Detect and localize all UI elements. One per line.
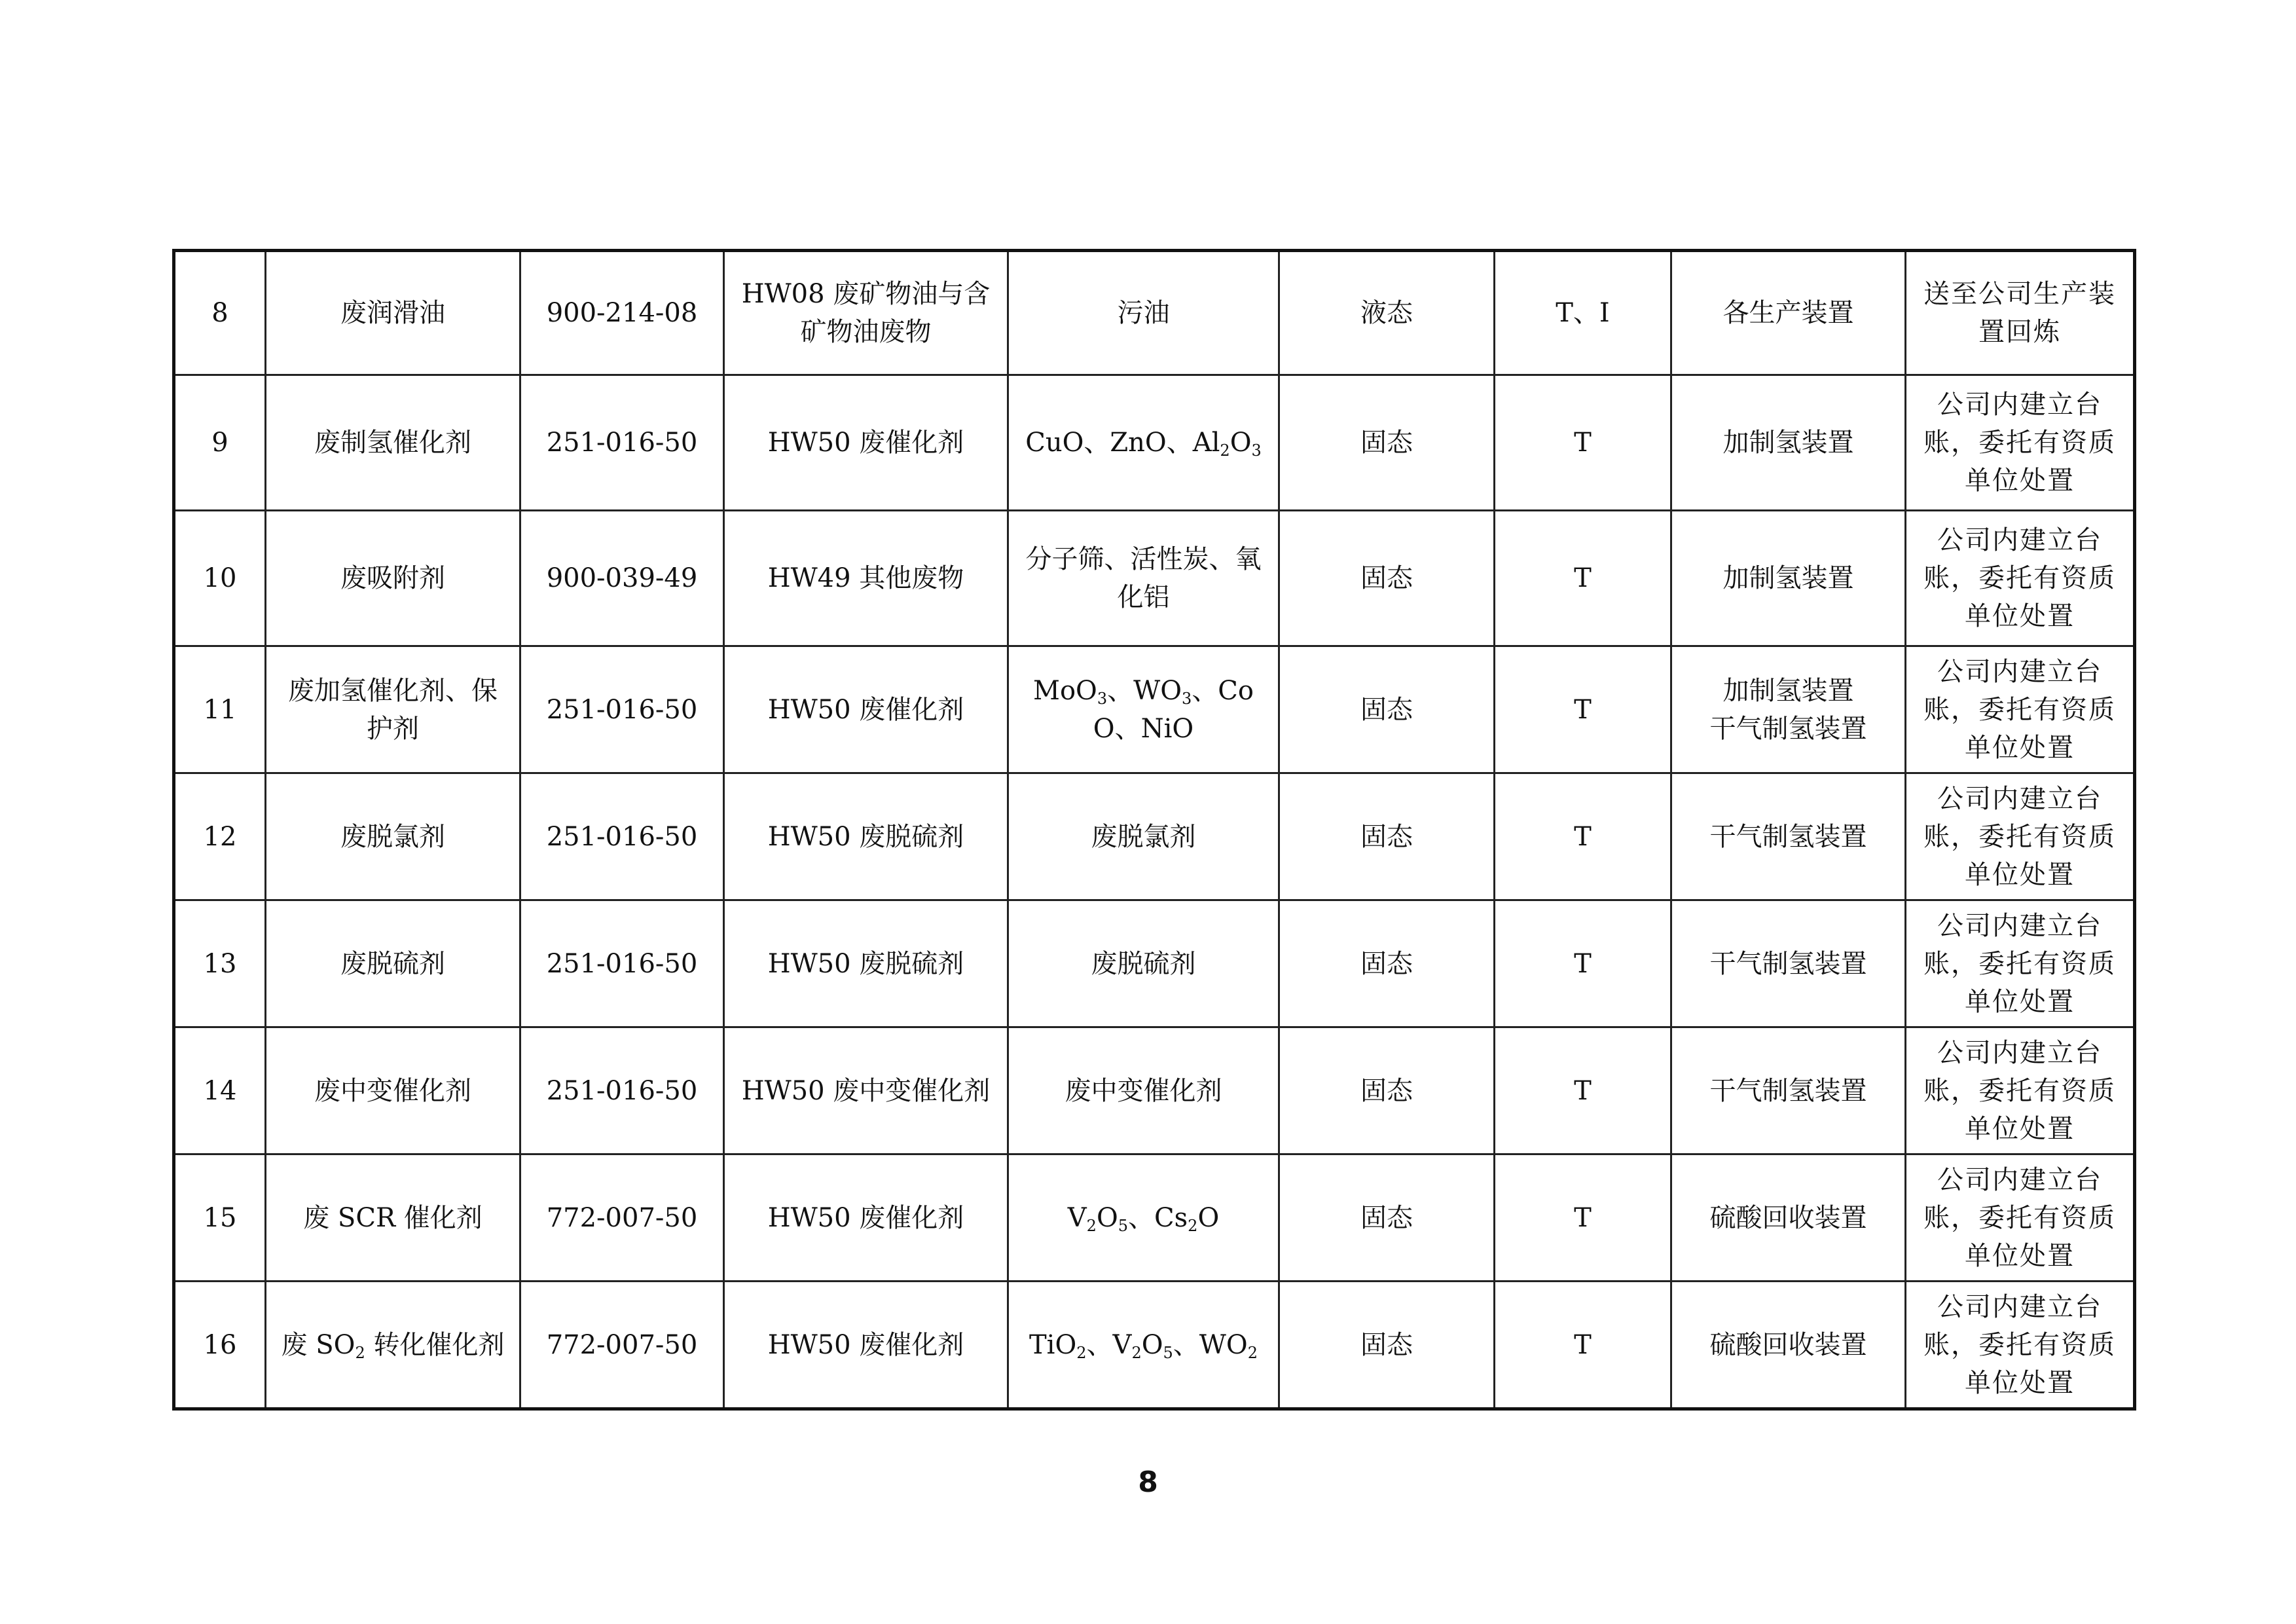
waste-category: HW50 废催化剂 [724, 646, 1008, 773]
main-composition: MoO$_3$、$WO_3$、CoO、NiO [1008, 646, 1279, 773]
hazard-property: T、I [1495, 251, 1671, 375]
waste-name: 废吸附剂 [266, 511, 520, 646]
generating-unit: 干气制氢装置 [1671, 773, 1906, 900]
waste-name: 废脱硫剂 [266, 900, 520, 1027]
main-composition: 废脱硫剂 [1008, 900, 1279, 1027]
disposal-method: 公司内建立台账，委托有资质单位处置 [1906, 1282, 2135, 1409]
hazard-property: T [1495, 1027, 1671, 1154]
physical-state: 液态 [1279, 251, 1495, 375]
waste-name: 废脱氯剂 [266, 773, 520, 900]
table-row [174, 773, 2135, 900]
table-row [174, 1154, 2135, 1282]
waste-category: HW08 废矿物油与含矿物油废物 [724, 251, 1008, 375]
hazard-property: T [1495, 375, 1671, 511]
waste-name: 废加氢催化剂、保护剂 [266, 646, 520, 773]
row-number: 12 [174, 773, 266, 900]
waste-code: 251-016-50 [520, 773, 724, 900]
main-composition: 污油 [1008, 251, 1279, 375]
row-number: 8 [174, 251, 266, 375]
waste-category: HW50 废催化剂 [724, 375, 1008, 511]
waste-category: HW50 废脱硫剂 [724, 900, 1008, 1027]
physical-state: 固态 [1279, 1027, 1495, 1154]
main-composition: TiO$_2$、$V_2O_5$、$WO_2$ [1008, 1282, 1279, 1409]
table-row [174, 251, 2135, 375]
physical-state: 固态 [1279, 1154, 1495, 1282]
waste-name: 废中变催化剂 [266, 1027, 520, 1154]
disposal-method: 公司内建立台账，委托有资质单位处置 [1906, 375, 2135, 511]
row-number: 11 [174, 646, 266, 773]
row-number: 16 [174, 1282, 266, 1409]
table-row [174, 375, 2135, 511]
hazardous-waste-table [172, 249, 2136, 1411]
generating-unit-line: 干气制氢装置 [1709, 713, 1867, 744]
table-row [174, 511, 2135, 646]
waste-code: 772-007-50 [520, 1282, 724, 1409]
waste-code: 900-214-08 [520, 251, 724, 375]
row-number: 14 [174, 1027, 266, 1154]
disposal-method: 公司内建立台账，委托有资质单位处置 [1906, 773, 2135, 900]
waste-code: 251-016-50 [520, 375, 724, 511]
main-composition: $V_2O_5$、$Cs_2O$ [1008, 1154, 1279, 1282]
disposal-method: 公司内建立台账，委托有资质单位处置 [1906, 1154, 2135, 1282]
main-composition: 废中变催化剂 [1008, 1027, 1279, 1154]
generating-unit [1671, 646, 1906, 773]
physical-state: 固态 [1279, 900, 1495, 1027]
waste-name: 废 $SO_2$ 转化催化剂 [266, 1282, 520, 1409]
waste-category: HW50 废中变催化剂 [724, 1027, 1008, 1154]
physical-state: 固态 [1279, 511, 1495, 646]
physical-state: 固态 [1279, 375, 1495, 511]
hazard-property: T [1495, 773, 1671, 900]
generating-unit: 加制氢装置 [1671, 375, 1906, 511]
generating-unit-line: 加制氢装置 [1722, 675, 1854, 706]
generating-unit: 硫酸回收装置 [1671, 1154, 1906, 1282]
waste-table-container [172, 249, 2133, 1411]
generating-unit: 各生产装置 [1671, 251, 1906, 375]
row-number: 9 [174, 375, 266, 511]
generating-unit: 加制氢装置 [1671, 511, 1906, 646]
hazard-property: T [1495, 900, 1671, 1027]
generating-unit: 干气制氢装置 [1671, 900, 1906, 1027]
hazard-property: T [1495, 1154, 1671, 1282]
disposal-method: 公司内建立台账，委托有资质单位处置 [1906, 1027, 2135, 1154]
main-composition: 废脱氯剂 [1008, 773, 1279, 900]
waste-name: 废 SCR 催化剂 [266, 1154, 520, 1282]
generating-unit: 硫酸回收装置 [1671, 1282, 1906, 1409]
disposal-method: 公司内建立台账，委托有资质单位处置 [1906, 900, 2135, 1027]
disposal-method: 公司内建立台账，委托有资质单位处置 [1906, 511, 2135, 646]
main-composition: CuO、ZnO、$Al_2O_3$ [1008, 375, 1279, 511]
table-row [174, 900, 2135, 1027]
hazard-property: T [1495, 1282, 1671, 1409]
disposal-method: 公司内建立台账，委托有资质单位处置 [1906, 646, 2135, 773]
waste-code: 251-016-50 [520, 646, 724, 773]
waste-category: HW49 其他废物 [724, 511, 1008, 646]
waste-category: HW50 废脱硫剂 [724, 773, 1008, 900]
physical-state: 固态 [1279, 1282, 1495, 1409]
table-row [174, 646, 2135, 773]
waste-code: 251-016-50 [520, 900, 724, 1027]
generating-unit: 干气制氢装置 [1671, 1027, 1906, 1154]
waste-category: HW50 废催化剂 [724, 1154, 1008, 1282]
row-number: 15 [174, 1154, 266, 1282]
table-row [174, 1027, 2135, 1154]
waste-code: 900-039-49 [520, 511, 724, 646]
waste-name: 废制氢催化剂 [266, 375, 520, 511]
waste-code: 772-007-50 [520, 1154, 724, 1282]
table-row [174, 1282, 2135, 1409]
waste-name: 废润滑油 [266, 251, 520, 375]
page-number: 8 [1138, 1466, 1158, 1499]
hazard-property: T [1495, 511, 1671, 646]
disposal-method: 送至公司生产装置回炼 [1906, 251, 2135, 375]
physical-state: 固态 [1279, 646, 1495, 773]
physical-state: 固态 [1279, 773, 1495, 900]
hazard-property: T [1495, 646, 1671, 773]
row-number: 13 [174, 900, 266, 1027]
main-composition: 分子筛、活性炭、氧化铝 [1008, 511, 1279, 646]
waste-category: HW50 废催化剂 [724, 1282, 1008, 1409]
waste-code: 251-016-50 [520, 1027, 724, 1154]
row-number: 10 [174, 511, 266, 646]
